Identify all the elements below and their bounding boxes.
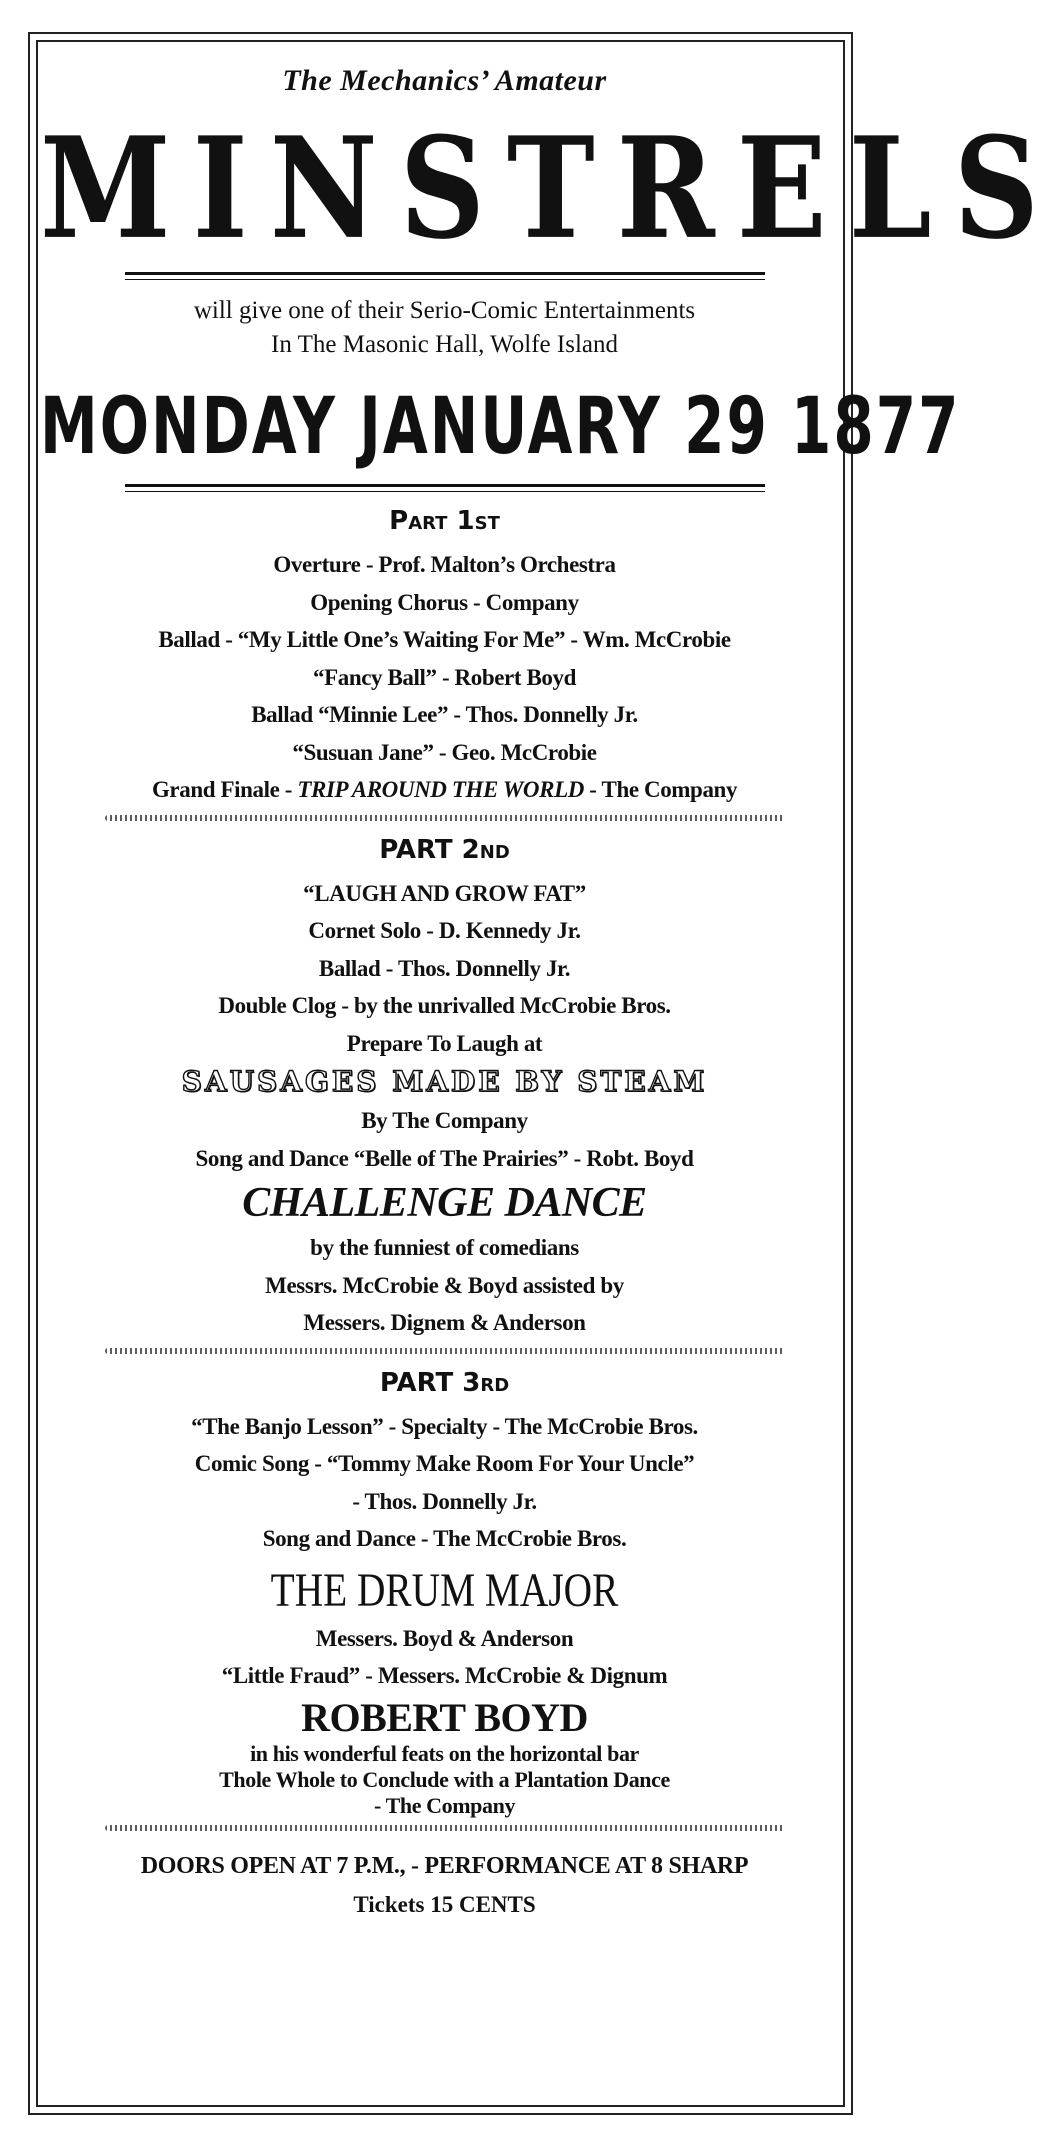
feature-sausages: SAUSAGES MADE BY STEAM: [181, 1065, 708, 1098]
program-item: Opening Chorus - Company: [310, 589, 579, 615]
footer: [40, 1845, 849, 1923]
finale-prefix: Grand Finale -: [151, 777, 298, 802]
ornamental-divider: [105, 1348, 785, 1354]
ornamental-divider: [105, 815, 785, 821]
feature-robert-boyd: ROBERT BOYD: [301, 1694, 588, 1740]
program-item: Prepare To Laugh at: [346, 1030, 543, 1056]
intro-line: will give one of their Serio-Comic Entertainments: [193, 297, 696, 324]
poster-content: [40, 40, 1061, 1923]
part-1-program: [40, 546, 849, 809]
program-item: “Susuan Jane” - Geo. McCrobie: [292, 739, 597, 765]
poster-subtitle: The Mechanics’ Amateur: [282, 64, 607, 97]
program-item: “LAUGH AND GROW FAT”: [303, 880, 586, 906]
program-item: Messrs. McCrobie & Boyd assisted by: [265, 1272, 624, 1298]
feature-drum-major: THE DRUM MAJOR: [270, 1563, 619, 1617]
program-item: Song and Dance “Belle of The Prairies” - Robt. Boyd: [195, 1145, 694, 1171]
part-3-heading: PART 3rd: [379, 1367, 510, 1398]
program-item-finale: [40, 771, 849, 809]
feature-challenge-dance: CHALLENGE DANCE: [242, 1180, 647, 1226]
program-item: Double Clog - by the unrivalled McCrobie Bros.: [218, 993, 671, 1018]
poster-title: MINSTRELS: [40, 105, 1061, 270]
program-item: Thole Whole to Conclude with a Plantation Dance: [219, 1766, 670, 1792]
program-item: “Little Fraud” - Messers. McCrobie & Dignum: [221, 1663, 668, 1688]
program-item: “Fancy Ball” - Robert Boyd: [312, 664, 577, 690]
program-item: Ballad “Minnie Lee” - Thos. Donnelly Jr.: [251, 702, 638, 727]
part-2-program: [40, 875, 849, 1342]
part-1-heading: Part 1st: [389, 506, 500, 536]
program-item: Ballad - “My Little One’s Waiting For Me” - Wm. McCrobie: [158, 627, 731, 652]
ornamental-divider: [105, 1825, 785, 1831]
program-item: “The Banjo Lesson” - Specialty - The McCrobie Bros.: [191, 1413, 698, 1439]
program-item: - The Company: [373, 1792, 516, 1818]
program-item: Messers. Boyd & Anderson: [315, 1625, 574, 1651]
part-3-program: [40, 1408, 849, 1819]
program-item: Ballad - Thos. Donnelly Jr.: [318, 955, 571, 981]
program-item: Messers. Dignem & Anderson: [303, 1310, 586, 1335]
program-item: Song and Dance - The McCrobie Bros.: [262, 1526, 627, 1551]
program-item: Overture - Prof. Malton’s Orchestra: [273, 552, 616, 577]
finale-suffix: - The Company: [583, 777, 738, 802]
program-item: Comic Song - “Tommy Make Room For Your Uncle”: [194, 1451, 695, 1476]
program-item: in his wonderful feats on the horizontal bar: [250, 1740, 639, 1766]
event-date: MONDAY JANUARY 29 1877: [40, 380, 961, 472]
door-times: DOORS OPEN AT 7 P.M., - PERFORMANCE AT 8 SHARP: [140, 1852, 749, 1879]
program-item: By The Company: [361, 1108, 528, 1133]
intro-line: In The Masonic Hall, Wolfe Island: [271, 331, 618, 358]
part-2-heading: PART 2nd: [379, 834, 510, 865]
program-item: by the funniest of comedians: [310, 1235, 579, 1260]
intro-text: [40, 294, 849, 362]
ticket-price: Tickets 15 CENTS: [353, 1891, 536, 1917]
finale-title: TRIP AROUND THE WORLD: [297, 777, 584, 802]
program-item: Cornet Solo - D. Kennedy Jr.: [308, 918, 581, 943]
program-item: - Thos. Donnelly Jr.: [352, 1488, 537, 1514]
